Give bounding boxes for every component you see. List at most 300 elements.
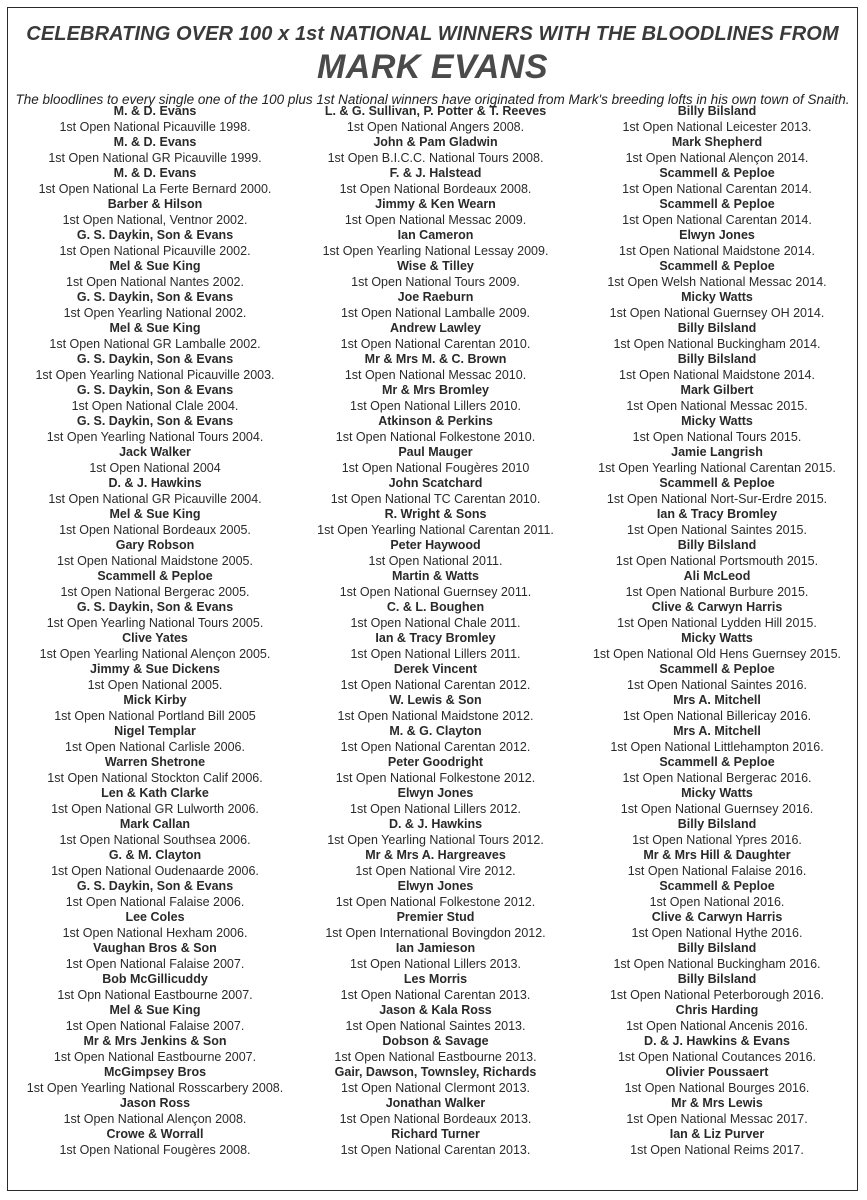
winner-entry	[578, 445, 856, 476]
race-result: 1st Open National Eastbourne 2013.	[334, 1049, 537, 1064]
winner-entry	[293, 693, 578, 724]
winner-entry	[578, 879, 856, 910]
fancier-name: Premier Stud	[396, 910, 475, 924]
winner-entry	[293, 848, 578, 879]
fancier-name: McGimpsey Bros	[103, 1065, 207, 1079]
race-result: 1st Open National Bergerac 2016.	[622, 770, 812, 785]
fancier-name: Crowe & Worrall	[106, 1127, 204, 1141]
winner-entry	[20, 910, 290, 941]
winner-entry	[20, 135, 290, 166]
race-result: 1st Open National Nort-Sur-Erdre 2015.	[606, 491, 828, 506]
winner-entry	[578, 290, 856, 321]
fancier-name: Jason & Kala Ross	[379, 1003, 492, 1017]
winner-entry	[20, 414, 290, 445]
winner-entry	[293, 631, 578, 662]
race-result: 1st Open National Portland Bill 2005	[54, 708, 256, 723]
breeder-name-title: MARK EVANS	[316, 48, 549, 86]
race-result: 1st Open National Carentan 2014.	[622, 181, 812, 196]
race-result: 1st Open National GR Picauville 1999.	[48, 150, 262, 165]
race-result: 1st Open National Carentan 2012.	[340, 739, 531, 754]
race-result: 1st Open National Lamballe 2009.	[340, 305, 530, 320]
race-result: 1st Open National Stockton Calif 2006.	[47, 770, 263, 785]
fancier-name: Andrew Lawley	[390, 321, 481, 335]
race-result: 1st Open National Bergerac 2005.	[60, 584, 250, 599]
winner-entry	[20, 104, 290, 135]
fancier-name: Scammell & Peploe	[659, 476, 775, 490]
fancier-name: Ali McLeod	[683, 569, 751, 583]
fancier-name: Micky Watts	[681, 414, 753, 428]
fancier-name: Clive Yates	[122, 631, 188, 645]
fancier-name: Micky Watts	[681, 290, 753, 304]
winner-entry	[578, 383, 856, 414]
winner-entry	[578, 228, 856, 259]
race-result: 1st Open Yearling National Picauville 2003.	[35, 367, 275, 382]
race-result: 1st Open National Carlisle 2006.	[65, 739, 245, 754]
winner-entry	[293, 228, 578, 259]
winner-entry	[293, 817, 578, 848]
race-result: 1st Open National Saintes 2016.	[627, 677, 807, 692]
winner-entry	[578, 352, 856, 383]
winner-entry	[293, 321, 578, 352]
race-result: 1st Open National Folkestone 2012.	[335, 894, 536, 909]
fancier-name: D. & J. Hawkins	[108, 476, 202, 490]
fancier-name: Nigel Templar	[114, 724, 196, 738]
race-result: 1st Open National Maidstone 2014.	[619, 243, 815, 258]
fancier-name: Elwyn Jones	[679, 228, 755, 242]
fancier-name: Mr & Mrs Lewis	[671, 1096, 763, 1110]
race-result: 1st Open National Bourges 2016.	[624, 1080, 810, 1095]
fancier-name: Scammell & Peploe	[97, 569, 213, 583]
fancier-name: G. & M. Clayton	[108, 848, 202, 862]
winner-entry	[578, 1096, 856, 1127]
fancier-name: Billy Bilsland	[677, 972, 757, 986]
winner-entry	[20, 786, 290, 817]
winner-entry	[20, 848, 290, 879]
race-result: 1st Open National Maidstone 2012.	[337, 708, 534, 723]
winner-entry	[20, 259, 290, 290]
race-result: 1st Open National Messac 2009.	[344, 212, 527, 227]
fancier-name: Mel & Sue King	[109, 321, 201, 335]
fancier-name: Derek Vincent	[393, 662, 478, 676]
fancier-name: Mr & Mrs A. Hargreaves	[365, 848, 506, 862]
winner-entry	[578, 538, 856, 569]
race-result: 1st Open National Falaise 2007.	[65, 1018, 245, 1033]
race-result: 1st Open National Oudenaarde 2006.	[51, 863, 259, 878]
winner-entry	[293, 1096, 578, 1127]
race-result: 1st Open National TC Carentan 2010.	[330, 491, 541, 506]
headline: CELEBRATING OVER 100 x 1st NATIONAL WINNERS WITH THE BLOODLINES FROM	[26, 23, 839, 45]
race-result: 1st Open Yearling National Tours 2005.	[46, 615, 264, 630]
fancier-name: Jimmy & Ken Wearn	[375, 197, 496, 211]
fancier-name: Mark Gilbert	[680, 383, 754, 397]
fancier-name: Elwyn Jones	[397, 786, 474, 800]
fancier-name: Vaughan Bros & Son	[93, 941, 217, 955]
fancier-name: Ian & Tracy Bromley	[656, 507, 778, 521]
winner-entry	[578, 848, 856, 879]
winner-entry	[293, 135, 578, 166]
race-result: 1st Open International Bovingdon 2012.	[325, 925, 546, 940]
fancier-name: Ian Cameron	[397, 228, 474, 242]
winner-entry	[20, 228, 290, 259]
fancier-name: C. & L. Boughen	[386, 600, 485, 614]
race-result: 1st Open National Buckingham 2014.	[613, 336, 821, 351]
fancier-name: John Scatchard	[388, 476, 483, 490]
winner-entry	[20, 972, 290, 1003]
fancier-name: Jimmy & Sue Dickens	[90, 662, 220, 676]
fancier-name: F. & J. Halstead	[389, 166, 482, 180]
race-result: 1st Open Welsh National Messac 2014.	[607, 274, 827, 289]
winner-entry	[20, 941, 290, 972]
race-result: 1st Open National Guernsey OH 2014.	[609, 305, 825, 320]
race-result: 1st Open National Guernsey 2011.	[339, 584, 532, 599]
race-result: 1st Open Yearling National Tours 2004.	[46, 429, 264, 444]
winner-entry	[20, 755, 290, 786]
race-result: 1st Open National Lydden Hill 2015.	[617, 615, 817, 630]
winner-entry	[578, 1003, 856, 1034]
winner-entry	[20, 1034, 290, 1065]
winner-entry	[20, 507, 290, 538]
fancier-name: G. S. Daykin, Son & Evans	[76, 352, 234, 366]
winner-entry	[578, 569, 856, 600]
winner-entry	[578, 259, 856, 290]
winner-entry	[20, 1065, 290, 1096]
fancier-name: John & Pam Gladwin	[373, 135, 498, 149]
fancier-name: M. & D. Evans	[113, 166, 197, 180]
race-result: 1st Open National Leicester 2013.	[622, 119, 812, 134]
fancier-name: Lee Coles	[125, 910, 185, 924]
race-result: 1st Open National Falaise 2016.	[627, 863, 807, 878]
fancier-name: M. & G. Clayton	[389, 724, 482, 738]
race-result: 1st Open National Fougères 2008.	[59, 1142, 251, 1157]
winner-entry	[578, 817, 856, 848]
race-result: 1st Open National Peterborough 2016.	[609, 987, 825, 1002]
race-result: 1st Open National Folkestone 2010.	[335, 429, 536, 444]
race-result: 1st Open National Clale 2004.	[71, 398, 239, 413]
race-result: 1st Open National Hythe 2016.	[631, 925, 803, 940]
winner-entry	[578, 197, 856, 228]
winner-entry	[20, 166, 290, 197]
fancier-name: Billy Bilsland	[677, 817, 757, 831]
winner-entry	[578, 135, 856, 166]
race-result: 1st Open National Clermont 2013.	[341, 1080, 530, 1095]
race-result: 1st Open National Carentan 2013.	[340, 1142, 531, 1157]
race-result: 1st Open National Falaise 2007.	[65, 956, 245, 971]
fancier-name: Jason Ross	[119, 1096, 191, 1110]
race-result: 1st Open National Tours 2015.	[632, 429, 802, 444]
winner-entry	[578, 1065, 856, 1096]
race-result: 1st Open National Picauville 1998.	[59, 119, 251, 134]
fancier-name: Mr & Mrs Jenkins & Son	[83, 1034, 227, 1048]
race-result: 1st Open National Bordeaux 2008.	[339, 181, 532, 196]
race-result: 1st Open National Hexham 2006.	[62, 925, 248, 940]
winner-entry	[293, 1034, 578, 1065]
winner-entry	[578, 476, 856, 507]
race-result: 1st Open National Angers 2008.	[346, 119, 525, 134]
winner-entry	[20, 1096, 290, 1127]
fancier-name: Wise & Tilley	[397, 259, 474, 273]
fancier-name: Mel & Sue King	[109, 259, 201, 273]
winner-entry	[20, 724, 290, 755]
fancier-name: Billy Bilsland	[677, 352, 757, 366]
fancier-name: Mr & Mrs Bromley	[382, 383, 489, 397]
fancier-name: Micky Watts	[681, 786, 753, 800]
race-result: 1st Open National Reims 2017.	[630, 1142, 804, 1157]
race-result: 1st Open National Saintes 2013.	[345, 1018, 526, 1033]
race-result: 1st Open National Buckingham 2016.	[613, 956, 821, 971]
fancier-name: Ian & Liz Purver	[669, 1127, 765, 1141]
fancier-name: Mel & Sue King	[109, 507, 201, 521]
winner-entry	[293, 538, 578, 569]
fancier-name: Billy Bilsland	[677, 538, 757, 552]
winner-entry	[20, 290, 290, 321]
race-result: 1st Open National 2004	[89, 460, 221, 475]
race-result: 1st Open National Carentan 2014.	[622, 212, 812, 227]
winner-entry	[293, 166, 578, 197]
race-result: 1st Open National Falaise 2006.	[65, 894, 245, 909]
fancier-name: Mel & Sue King	[109, 1003, 201, 1017]
winners-column-2	[293, 104, 578, 1158]
winner-entry	[293, 507, 578, 538]
fancier-name: G. S. Daykin, Son & Evans	[76, 414, 234, 428]
race-result: 1st Open National Lillers 2011.	[350, 646, 521, 661]
fancier-name: Les Morris	[403, 972, 468, 986]
fancier-name: G. S. Daykin, Son & Evans	[76, 228, 234, 242]
winner-entry	[293, 786, 578, 817]
fancier-name: Billy Bilsland	[677, 104, 757, 118]
winner-entry	[20, 352, 290, 383]
race-result: 1st Open National Lillers 2010.	[350, 398, 521, 413]
race-result: 1st Open National Fougères 2010	[341, 460, 530, 475]
race-result: 1st Open National Maidstone 2005.	[57, 553, 253, 568]
race-result: 1st Open National Alençon 2014.	[625, 150, 809, 165]
fancier-name: Joe Raeburn	[397, 290, 474, 304]
race-result: 1st Open National Carentan 2013.	[340, 987, 531, 1002]
fancier-name: G. S. Daykin, Son & Evans	[76, 600, 234, 614]
fancier-name: G. S. Daykin, Son & Evans	[76, 879, 234, 893]
race-result: 1st Open National 2011.	[368, 553, 503, 568]
winner-entry	[20, 693, 290, 724]
winner-entry	[20, 879, 290, 910]
fancier-name: Scammell & Peploe	[659, 755, 775, 769]
winner-entry	[293, 1127, 578, 1158]
race-result: 1st Open National Littlehampton 2016.	[610, 739, 824, 754]
winner-entry	[293, 259, 578, 290]
race-result: 1st Open National Nantes 2002.	[66, 274, 244, 289]
fancier-name: D. & J. Hawkins & Evans	[644, 1034, 790, 1048]
fancier-name: Chris Harding	[675, 1003, 759, 1017]
race-result: 1st Open National Folkestone 2012.	[335, 770, 536, 785]
winner-entry	[578, 321, 856, 352]
fancier-name: Atkinson & Perkins	[378, 414, 493, 428]
winner-entry	[578, 104, 856, 135]
race-result: 1st Open National GR Picauville 2004.	[48, 491, 262, 506]
winner-entry	[293, 941, 578, 972]
race-result: 1st Open National 2016.	[649, 894, 785, 909]
winner-entry	[578, 910, 856, 941]
fancier-name: Barber & Hilson	[107, 197, 203, 211]
race-result: 1st Open National Eastbourne 2007.	[53, 1049, 257, 1064]
race-result: 1st Open National Carentan 2012.	[340, 677, 531, 692]
fancier-name: Richard Turner	[391, 1127, 480, 1141]
winner-entry	[293, 476, 578, 507]
winner-entry	[20, 600, 290, 631]
winner-entry	[578, 1127, 856, 1158]
winner-entry	[578, 786, 856, 817]
race-result: 1st Open Yearling National Alençon 2005.	[39, 646, 271, 661]
race-result: 1st Open B.I.C.C. National Tours 2008.	[327, 150, 544, 165]
race-result: 1st Opn National Eastbourne 2007.	[57, 987, 253, 1002]
fancier-name: Len & Kath Clarke	[101, 786, 209, 800]
winner-entry	[293, 383, 578, 414]
winner-entry	[20, 569, 290, 600]
race-result: 1st Open National Old Hens Guernsey 2015.	[592, 646, 842, 661]
winner-entry	[20, 538, 290, 569]
fancier-name: Mr & Mrs Hill & Daughter	[643, 848, 791, 862]
winner-entry	[20, 321, 290, 352]
winner-entry	[293, 414, 578, 445]
fancier-name: Scammell & Peploe	[659, 166, 775, 180]
fancier-name: Bob McGillicuddy	[102, 972, 208, 986]
winner-entry	[293, 445, 578, 476]
race-result: 1st Open National Messac 2010.	[344, 367, 527, 382]
race-result: 1st Open Yearling National Carentan 2011.	[317, 522, 554, 537]
fancier-name: Mick Kirby	[123, 693, 187, 707]
fancier-name: Mrs A. Mitchell	[673, 693, 761, 707]
fancier-name: Scammell & Peploe	[659, 879, 775, 893]
race-result: 1st Open National Chale 2011.	[350, 615, 521, 630]
race-result: 1st Open National Southsea 2006.	[59, 832, 251, 847]
winner-entry	[578, 1034, 856, 1065]
race-result: 1st Open National Bordeaux 2005.	[59, 522, 251, 537]
fancier-name: Dobson & Savage	[382, 1034, 489, 1048]
race-result: 1st Open National Ancenis 2016.	[625, 1018, 809, 1033]
winner-entry	[578, 507, 856, 538]
fancier-name: Jonathan Walker	[385, 1096, 486, 1110]
race-result: 1st Open National La Ferte Bernard 2000.	[38, 181, 272, 196]
race-result: 1st Open National GR Lulworth 2006.	[51, 801, 259, 816]
fancier-name: Clive & Carwyn Harris	[651, 600, 783, 614]
winner-entry	[20, 197, 290, 228]
winner-entry	[293, 972, 578, 1003]
race-result: 1st Open National Messac 2017.	[626, 1111, 808, 1126]
winner-entry	[578, 941, 856, 972]
race-result: 1st Open National Alençon 2008.	[63, 1111, 247, 1126]
fancier-name: M. & D. Evans	[113, 104, 197, 118]
fancier-name: L. & G. Sullivan, P. Potter & T. Reeves	[324, 104, 547, 118]
winner-entry	[578, 166, 856, 197]
race-result: 1st Open National Burbure 2015.	[625, 584, 809, 599]
race-result: 1st Open National Lillers 2013.	[350, 956, 521, 971]
winner-entry	[293, 104, 578, 135]
winner-entry	[578, 600, 856, 631]
winner-entry	[578, 693, 856, 724]
fancier-name: G. S. Daykin, Son & Evans	[76, 383, 234, 397]
race-result: 1st Open National Portsmouth 2015.	[615, 553, 819, 568]
fancier-name: Martin & Watts	[391, 569, 480, 583]
winner-entry	[578, 724, 856, 755]
fancier-name: Clive & Carwyn Harris	[651, 910, 783, 924]
fancier-name: M. & D. Evans	[113, 135, 197, 149]
winner-entry	[20, 631, 290, 662]
fancier-name: D. & J. Hawkins	[388, 817, 483, 831]
fancier-name: Jack Walker	[119, 445, 191, 459]
fancier-name: Olivier Poussaert	[665, 1065, 769, 1079]
fancier-name: Mark Shepherd	[671, 135, 763, 149]
fancier-name: Micky Watts	[681, 631, 753, 645]
winner-entry	[293, 197, 578, 228]
winner-entry	[293, 724, 578, 755]
winner-entry	[20, 1003, 290, 1034]
race-result: 1st Open Yearling National Rosscarbery 2008.	[26, 1080, 284, 1095]
race-result: 1st Open National Coutances 2016.	[617, 1049, 817, 1064]
winner-entry	[293, 755, 578, 786]
winner-entry	[293, 879, 578, 910]
winners-column-3	[578, 104, 856, 1158]
fancier-name: W. Lewis & Son	[389, 693, 482, 707]
winners-column-1	[20, 104, 290, 1158]
fancier-name: Mrs A. Mitchell	[673, 724, 761, 738]
winner-entry	[293, 600, 578, 631]
race-result: 1st Open National Picauville 2002.	[59, 243, 251, 258]
winner-entry	[293, 352, 578, 383]
winner-entry	[20, 817, 290, 848]
fancier-name: G. S. Daykin, Son & Evans	[76, 290, 234, 304]
winner-entry	[293, 569, 578, 600]
fancier-name: Jamie Langrish	[671, 445, 763, 459]
race-result: 1st Open National Saintes 2015.	[627, 522, 807, 537]
winner-entry	[20, 383, 290, 414]
winner-entry	[20, 445, 290, 476]
winner-entry	[293, 290, 578, 321]
intro-subline: The bloodlines to every single one of the 100 plus 1st National winners have originated from Mark's breeding lofts in his own town of Snaith.	[15, 92, 850, 107]
fancier-name: Ian Jamieson	[395, 941, 476, 955]
fancier-name: Billy Bilsland	[677, 321, 757, 335]
race-result: 1st Open Yearling National 2002.	[63, 305, 247, 320]
winner-entry	[293, 662, 578, 693]
fancier-name: Ian & Tracy Bromley	[375, 631, 496, 645]
race-result: 1st Open National Ypres 2016.	[632, 832, 802, 847]
winner-entry	[20, 662, 290, 693]
winner-entry	[293, 910, 578, 941]
fancier-name: Billy Bilsland	[677, 941, 757, 955]
fancier-name: Warren Shetrone	[104, 755, 206, 769]
race-result: 1st Open National Lillers 2012.	[350, 801, 521, 816]
race-result: 1st Open National, Ventnor 2002.	[62, 212, 248, 227]
fancier-name: Gair, Dawson, Townsley, Richards	[334, 1065, 537, 1079]
fancier-name: Peter Haywood	[390, 538, 481, 552]
fancier-name: Paul Mauger	[398, 445, 473, 459]
winner-entry	[20, 1127, 290, 1158]
fancier-name: Elwyn Jones	[397, 879, 474, 893]
fancier-name: Scammell & Peploe	[659, 259, 775, 273]
race-result: 1st Open National Vire 2012.	[355, 863, 516, 878]
race-result: 1st Open National GR Lamballe 2002.	[49, 336, 261, 351]
race-result: 1st Open National Bordeaux 2013.	[339, 1111, 532, 1126]
race-result: 1st Open National Billericay 2016.	[622, 708, 812, 723]
fancier-name: R. Wright & Sons	[384, 507, 487, 521]
fancier-name: Scammell & Peploe	[659, 662, 775, 676]
winner-entry	[578, 972, 856, 1003]
fancier-name: Peter Goodright	[387, 755, 484, 769]
race-result: 1st Open Yearling National Tours 2012.	[327, 832, 544, 847]
winner-entry	[578, 631, 856, 662]
race-result: 1st Open National Carentan 2010.	[340, 336, 531, 351]
fancier-name: Mark Callan	[119, 817, 191, 831]
winner-entry	[293, 1065, 578, 1096]
winner-entry	[578, 414, 856, 445]
winner-entry	[293, 1003, 578, 1034]
winner-entry	[578, 755, 856, 786]
